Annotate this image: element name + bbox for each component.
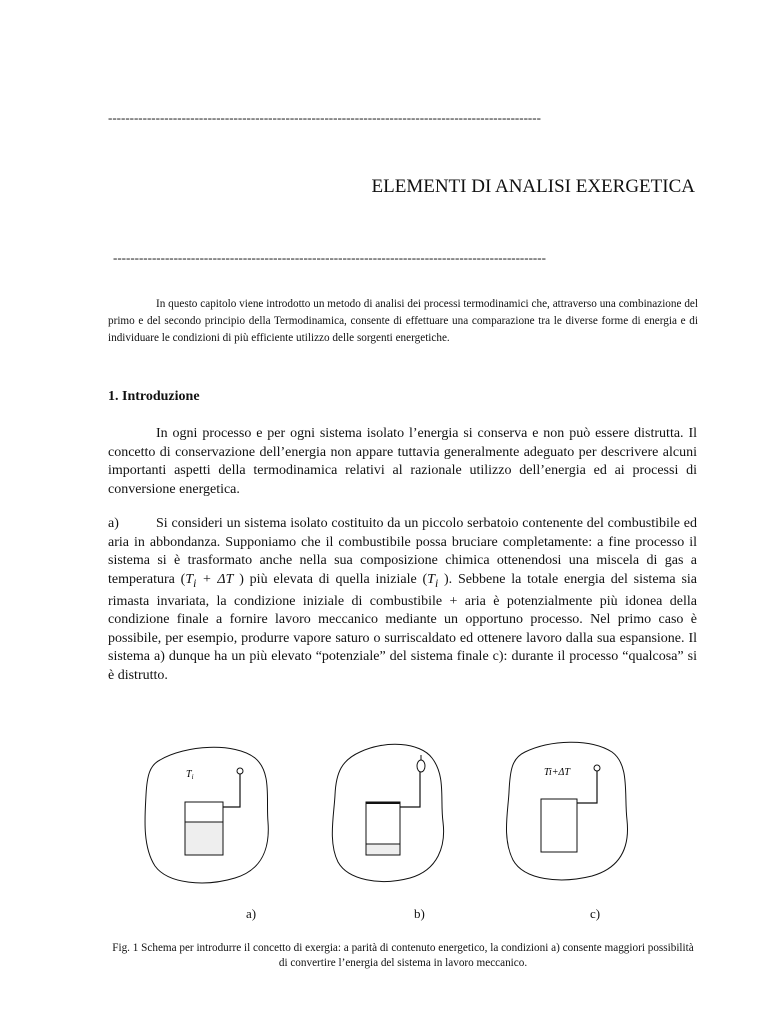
system-c-valve	[594, 765, 600, 771]
system-a-tank-fluid	[185, 822, 223, 855]
system-a-boundary	[145, 747, 268, 883]
abstract-paragraph: In questo capitolo viene introdotto un metodo di analisi dei processi termodinamici che, attraverso una combinazione del primo e del secondo principio della Termodinamica, consente di effettuare una comparazione tra le diverse forme di energia e di individuare le condizioni di più efficiente utilizzo delle sorgenti energetiche.	[108, 298, 698, 344]
paragraph-text-3: ). Sebbene la totale energia del sistema sia rimasta invariata, la condizione iniziale di combustibile + aria è potenzialmente più idonea della condizione finale a fornire lavoro meccanico mediante un opportuno processo. Nel primo caso è possibile, per esempio, produrre vapore saturo o surriscaldato ed ottenere lavoro dalla sua espansione. Il sistema a) dunque ha un più elevato “potenziale” del sistema finale c): durante il processo “qualcosa” si è distrutto.	[108, 571, 697, 683]
label-ti-delta-t: Ti+ΔT	[544, 767, 570, 778]
math-sub-i: i	[193, 576, 197, 590]
system-c-pipe	[577, 771, 597, 803]
separator-top: ----------------------------------------------------------------------------------------------------	[108, 110, 541, 125]
figure-1-diagram	[100, 738, 680, 918]
system-a	[145, 747, 268, 883]
system-c-tank	[541, 799, 577, 852]
math-sub-i-initial: i	[434, 576, 439, 590]
section-heading: 1. Introduzione	[108, 389, 200, 404]
intro-paragraph-2	[108, 515, 697, 685]
system-b-tank-fluid	[366, 844, 400, 855]
math-delta-t: + ΔT	[196, 571, 234, 587]
page-title: ELEMENTI DI ANALISI EXERGETICA	[371, 176, 695, 197]
paragraph-text-2: ) più elevata di quella iniziale (	[233, 571, 428, 587]
figure-letter-b: b)	[414, 906, 425, 921]
math-t: T	[185, 571, 194, 587]
separator-bottom: ----------------------------------------------------------------------------------------------------	[113, 250, 546, 265]
system-c	[506, 742, 627, 880]
system-c-boundary	[506, 742, 627, 880]
figure-letter-c: c)	[590, 906, 601, 921]
intro-paragraph-1: In ogni processo e per ogni sistema isolato l’energia si conserva e non può essere distrutta. Il concetto di conservazione dell’energia non appare tuttavia generalmente adeguato per descrivere alcuni importanti aspetti della termodinamica relativi al razionale utilizzo dell’energia ed ai processi di conversione energetica.	[108, 426, 697, 497]
system-b-flame	[417, 760, 425, 772]
system-b	[332, 744, 443, 881]
system-b-pipe	[400, 772, 420, 807]
system-b-boundary	[332, 744, 443, 881]
figure-letter-a: a)	[246, 906, 257, 921]
system-a-pipe	[223, 774, 240, 807]
system-a-valve	[237, 768, 243, 774]
math-t-initial: T	[427, 571, 435, 587]
paragraph-text-1: Si consideri un sistema isolato costituito da un piccolo serbatoio contenente del combustibile ed aria in abbondanza. Supponiamo che il combustibile possa bruciare completamente: a fine processo il sistema si è trasformato anche nella sua composizione chimica ottenendosi una miscela di gas a temperatura (	[108, 516, 697, 587]
label-ti: $T_i$	[186, 769, 194, 781]
figure-caption: Fig. 1 Schema per introdurre il concetto di exergia: a parità di contenuto energetico, la condizioni a) consente maggiori possibilità di convertire l’energia del sistema in lavoro meccanico.	[112, 942, 694, 969]
paragraph-label: a)	[108, 516, 119, 531]
